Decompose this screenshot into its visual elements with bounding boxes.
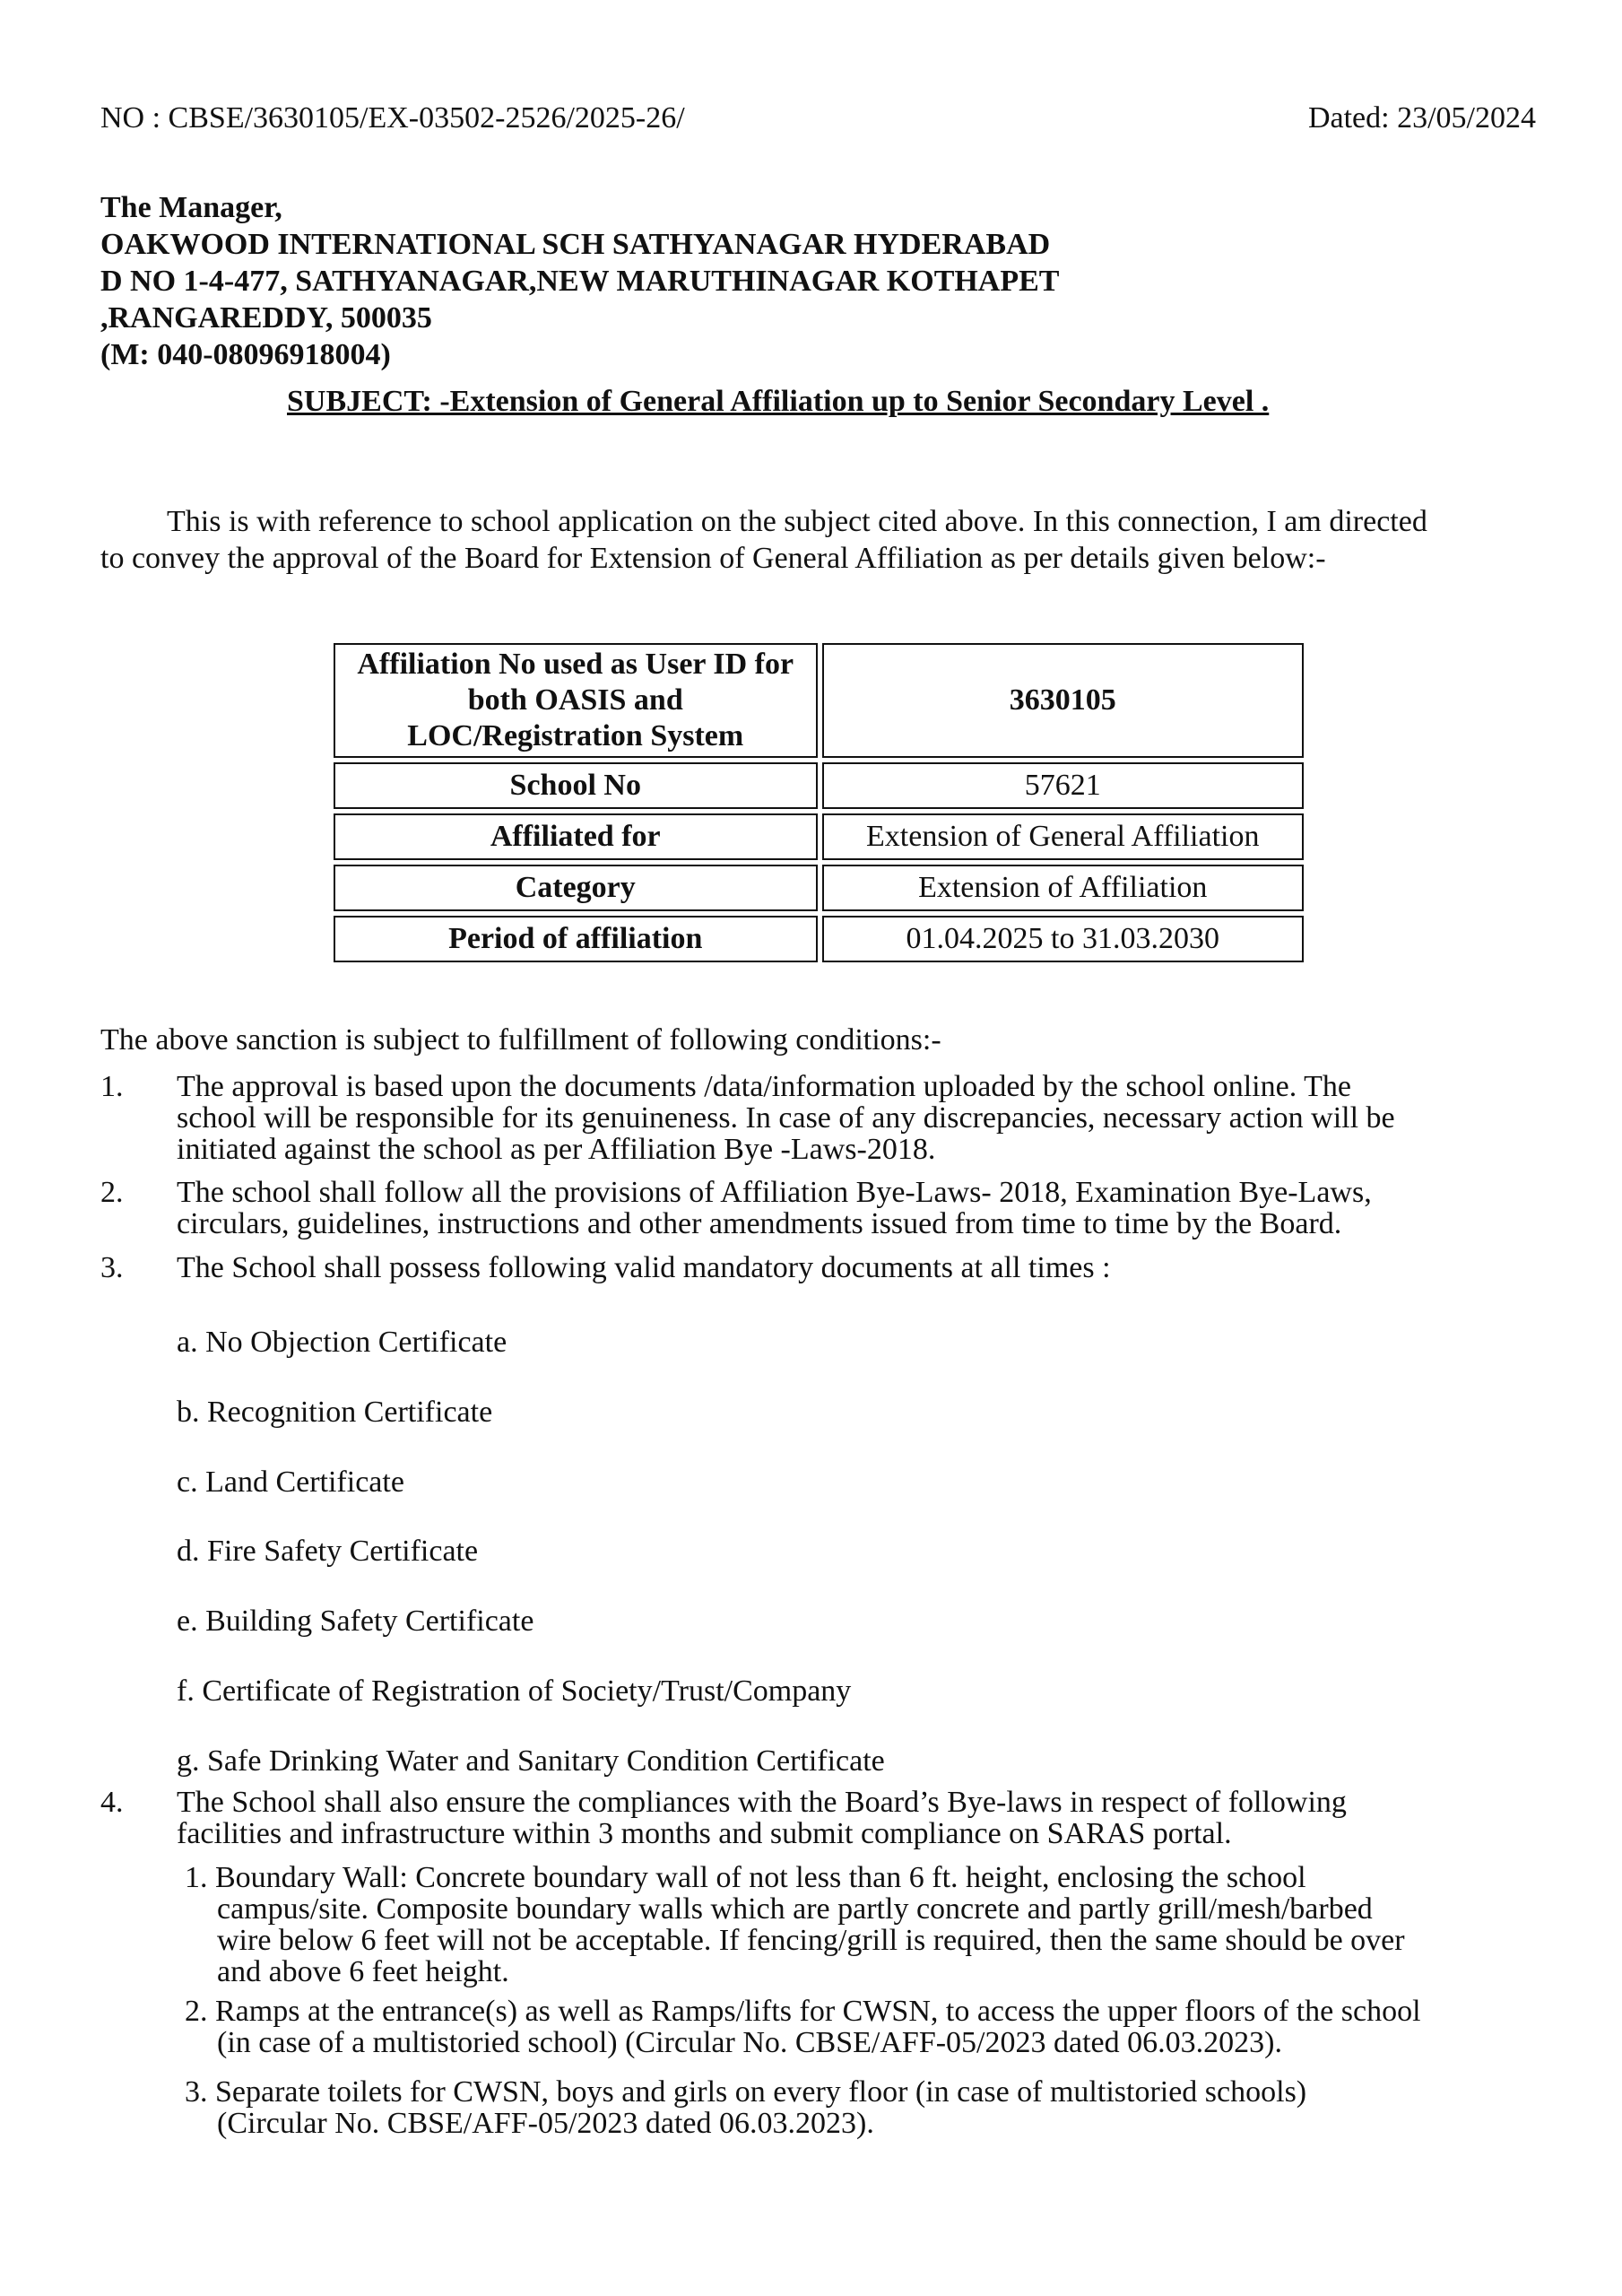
- condition-line: The School shall possess following valid mandatory documents at all times :: [177, 1251, 1111, 1284]
- table-row: [334, 643, 1304, 758]
- condition-2: [177, 1175, 1372, 1238]
- intro-paragraph: [100, 504, 1535, 578]
- table-key-cell: Period of affiliation: [334, 916, 818, 962]
- condition-line: The school shall follow all the provisions of Affiliation Bye-Laws- 2018, Examination Bye-Laws,: [177, 1176, 1372, 1209]
- table-key-cell: Affiliated for: [334, 813, 818, 860]
- address-district: ,RANGAREDDY, 500035: [100, 301, 432, 335]
- facility-item-2: [185, 1994, 1421, 2057]
- facility-line: campus/site. Composite boundary walls which are partly concrete and partly grill/mesh/barbed: [217, 1892, 1373, 1926]
- condition-4: [177, 1785, 1347, 1848]
- condition-number: 1.: [100, 1070, 124, 1103]
- condition-line: The School shall also ensure the compliances with the Board’s Bye-laws in respect of following: [177, 1786, 1347, 1819]
- table-key-cell: School No: [334, 762, 818, 809]
- table-row: [334, 916, 1304, 962]
- school-name: OAKWOOD INTERNATIONAL SCH SATHYANAGAR HYDERABAD: [100, 228, 1051, 261]
- condition-number: 2.: [100, 1176, 124, 1209]
- condition-1: [177, 1069, 1395, 1166]
- intro-line: to convey the approval of the Board for Extension of General Affiliation as per details given below:-: [100, 542, 1326, 575]
- document-item: g. Safe Drinking Water and Sanitary Condition Certificate: [177, 1744, 885, 1778]
- condition-line: facilities and infrastructure within 3 months and submit compliance on SARAS portal.: [177, 1817, 1232, 1850]
- addressee-block: [100, 190, 1060, 374]
- address-line: D NO 1-4-477, SATHYANAGAR,NEW MARUTHINAGAR KOTHAPET: [100, 265, 1060, 298]
- facility-line: 2. Ramps at the entrance(s) as well as Ramps/lifts for CWSN, to access the upper floors of the school: [185, 1995, 1421, 2028]
- condition-line: school will be responsible for its genuineness. In case of any discrepancies, necessary action will be: [177, 1101, 1395, 1135]
- table-key-line: Affiliation No used as User ID for: [357, 648, 794, 681]
- addressee-title: The Manager,: [100, 191, 282, 224]
- affiliation-number-value: 3630105: [822, 643, 1305, 758]
- facility-line: (Circular No. CBSE/AFF-05/2023 dated 06.03.2023).: [217, 2107, 874, 2140]
- table-key-line: both OASIS and: [467, 683, 683, 717]
- facility-line: 1. Boundary Wall: Concrete boundary wall of not less than 6 ft. height, enclosing the school: [185, 1861, 1306, 1894]
- document-item: f. Certificate of Registration of Society/Trust/Company: [177, 1674, 852, 1708]
- letter-date: Dated: 23/05/2024: [1307, 101, 1536, 135]
- facility-item-1: [185, 1860, 1405, 1986]
- facility-line: wire below 6 feet will not be acceptable. If fencing/grill is required, then the same should be over: [217, 1924, 1405, 1957]
- subject-line: SUBJECT: -Extension of General Affiliation up to Senior Secondary Level .: [287, 385, 1270, 418]
- school-number-value: 57621: [822, 762, 1305, 809]
- conditions-intro: The above sanction is subject to fulfillment of following conditions:-: [100, 1023, 941, 1057]
- facility-line: (in case of a multistoried school) (Circular No. CBSE/AFF-05/2023 dated 06.03.2023).: [217, 2026, 1282, 2059]
- table-row: [334, 865, 1304, 911]
- document-item: e. Building Safety Certificate: [177, 1605, 534, 1638]
- category-value: Extension of Affiliation: [822, 865, 1305, 911]
- document-item: c. Land Certificate: [177, 1465, 404, 1499]
- intro-line: This is with reference to school application on the subject cited above. In this connection, I am directed: [167, 505, 1427, 538]
- facility-line: 3. Separate toilets for CWSN, boys and girls on every floor (in case of multistoried schools): [185, 2075, 1307, 2109]
- table-key-cell: Category: [334, 865, 818, 911]
- affiliation-period-value: 01.04.2025 to 31.03.2030: [822, 916, 1305, 962]
- phone-number: (M: 040-08096918004): [100, 338, 391, 371]
- condition-3: [177, 1250, 1111, 1282]
- condition-number: 3.: [100, 1251, 124, 1284]
- document-item: b. Recognition Certificate: [177, 1396, 493, 1429]
- document-item: d. Fire Safety Certificate: [177, 1535, 479, 1568]
- reference-number: NO : CBSE/3630105/EX-03502-2526/2025-26/: [100, 101, 685, 135]
- table-key-line: LOC/Registration System: [407, 719, 744, 752]
- affiliated-for-value: Extension of General Affiliation: [822, 813, 1305, 860]
- table-key-cell: [334, 643, 818, 758]
- table-row: [334, 813, 1304, 860]
- condition-line: circulars, guidelines, instructions and other amendments issued from time to time by the Board.: [177, 1207, 1342, 1240]
- condition-line: initiated against the school as per Affiliation Bye -Laws-2018.: [177, 1133, 936, 1166]
- condition-number: 4.: [100, 1786, 124, 1819]
- document-item: a. No Objection Certificate: [177, 1326, 507, 1359]
- facility-item-3: [185, 2074, 1307, 2140]
- affiliation-details-table: [329, 639, 1308, 967]
- condition-line: The approval is based upon the documents /data/information uploaded by the school online. The: [177, 1070, 1351, 1103]
- table-row: [334, 762, 1304, 809]
- facility-line: and above 6 feet height.: [217, 1955, 509, 1988]
